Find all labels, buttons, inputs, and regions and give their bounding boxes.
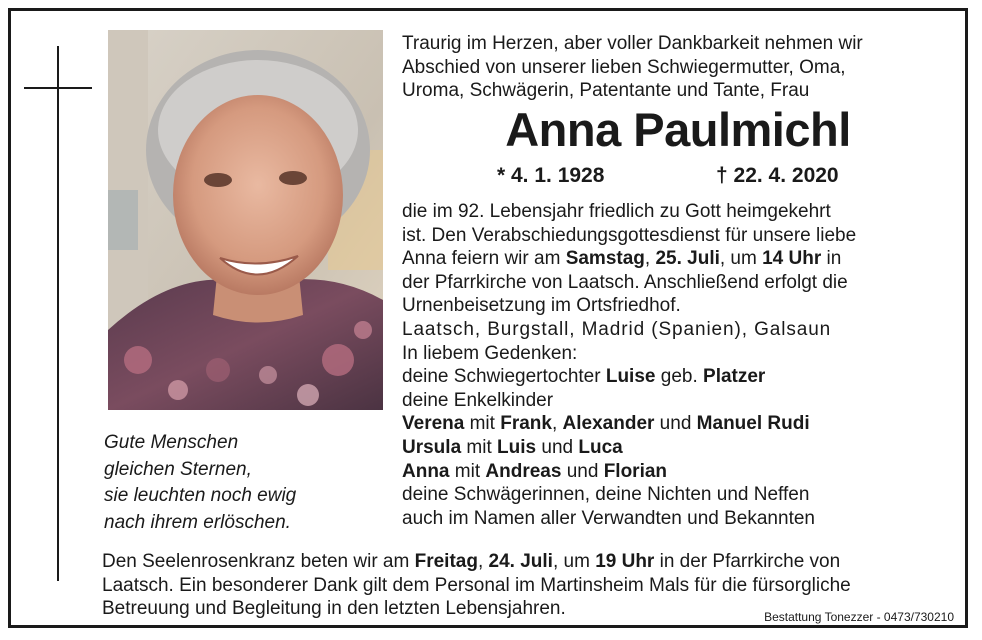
- quote-line: sie leuchten noch ewig: [104, 485, 297, 506]
- details-line: der Pfarrkirche von Laatsch. Anschließend erfolgt die: [402, 271, 848, 293]
- mourner-name: Luca: [578, 436, 623, 458]
- mourner-line: [402, 436, 958, 460]
- details-line: die im 92. Lebensjahr friedlich zu Gott heimgekehrt: [402, 201, 831, 222]
- intro-line: Traurig im Herzen, aber voller Dankbarkeit nehmen wir: [402, 33, 863, 54]
- quote-line: Gute Menschen: [104, 432, 239, 453]
- details-text: in: [821, 248, 842, 269]
- mourner-name: Anna: [402, 460, 450, 482]
- places-line: Laatsch, Burgstall, Madrid (Spanien), Galsaun: [402, 319, 832, 340]
- details-line: [402, 247, 958, 271]
- mourner-text: mit: [464, 413, 501, 435]
- mourner-name: Luise: [605, 366, 656, 388]
- funeral-time: 14 Uhr: [762, 248, 822, 269]
- intro-line: Abschied von unserer lieben Schwiegermutter, Oma,: [402, 56, 846, 78]
- funeral-details: [402, 200, 958, 318]
- intro-text: [402, 32, 962, 103]
- intro-line: Uroma, Schwägerin, Patentante und Tante, Frau: [402, 80, 810, 101]
- mourner-line: deine Schwägerinnen, deine Nichten und Neffen: [402, 484, 810, 506]
- undertaker-credit: Bestattung Tonezzer - 0473/730210: [764, 610, 954, 624]
- mourner-text: deine Schwiegertochter: [402, 366, 606, 388]
- mourner-name: Florian: [603, 460, 668, 482]
- funeral-date: 25. Juli: [655, 248, 720, 269]
- mourner-line: [402, 460, 958, 484]
- mourner-text: und: [561, 460, 604, 482]
- mourner-text: und: [654, 413, 697, 435]
- deceased-name: Anna Paulmichl: [505, 103, 851, 156]
- mourner-line: auch im Namen aller Verwandten und Bekannten: [402, 507, 815, 529]
- portrait-photo: [108, 30, 383, 410]
- funeral-day: Samstag: [565, 248, 645, 269]
- memory-line: In liebem Gedenken:: [402, 342, 578, 364]
- footer-text: , um: [552, 551, 596, 572]
- footer-text: Den Seelenrosenkranz beten wir am: [102, 551, 415, 572]
- details-text: Anna feiern wir am: [402, 248, 566, 269]
- memorial-quote: [104, 430, 394, 536]
- mourner-name: Frank: [500, 413, 552, 435]
- mourner-name: Platzer: [703, 366, 766, 388]
- mourner-text: ,: [551, 413, 563, 435]
- rosary-time: 19 Uhr: [595, 551, 655, 572]
- mourner-name: Alexander: [562, 413, 655, 435]
- rosary-date: 24. Juli: [488, 551, 553, 572]
- footer-line: Laatsch. Ein besonderer Dank gilt dem Personal im Martinsheim Mals für die fürsorgliche: [102, 574, 851, 596]
- mourner-text: geb.: [655, 366, 704, 388]
- mourner-name: Ursula: [402, 436, 462, 458]
- mourner-text: mit: [461, 436, 498, 458]
- mourner-line: deine Enkelkinder: [402, 389, 554, 411]
- details-text: , um: [719, 248, 763, 269]
- death-date: † 22. 4. 2020: [716, 164, 839, 187]
- details-line: ist. Den Verabschiedungsgottesdienst für unsere liebe: [402, 224, 857, 246]
- quote-line: gleichen Sternen,: [104, 458, 252, 480]
- mourner-line: [402, 412, 958, 436]
- mourner-text: und: [536, 436, 579, 458]
- details-line: Urnenbeisetzung im Ortsfriedhof.: [402, 295, 681, 316]
- rosary-day: Freitag: [414, 551, 478, 572]
- details-text: ,: [644, 248, 656, 269]
- footer-text: ,: [477, 551, 489, 572]
- mourner-name: Verena: [402, 413, 465, 435]
- mourners-list: [402, 318, 958, 530]
- mourner-name: Manuel Rudi: [696, 413, 810, 435]
- footer-text: in der Pfarrkirche von: [654, 551, 841, 572]
- mourner-name: Luis: [497, 436, 537, 458]
- cross-icon: [57, 46, 59, 581]
- footer-line: Betreuung und Begleitung in den letzten Lebensjahren.: [102, 598, 566, 619]
- birth-date: * 4. 1. 1928: [497, 164, 605, 187]
- mourner-name: Andreas: [485, 460, 562, 482]
- cross-icon-bar: [24, 87, 92, 89]
- mourner-line: [402, 365, 958, 389]
- mourner-text: mit: [449, 460, 486, 482]
- quote-line: nach ihrem erlöschen.: [104, 511, 291, 533]
- footer-line: [102, 550, 958, 574]
